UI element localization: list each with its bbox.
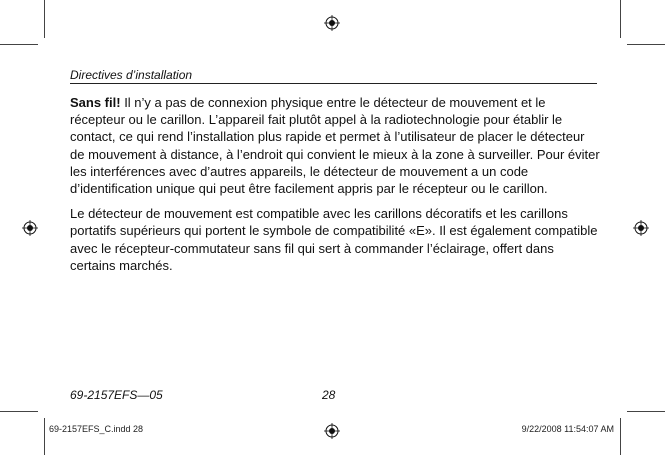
registration-mark-icon (633, 220, 649, 236)
crop-mark (44, 418, 45, 455)
body-text (70, 94, 600, 282)
paragraph-lead: Sans fil! (70, 95, 121, 110)
crop-mark (0, 411, 38, 412)
running-header: Directives d’installation (70, 68, 193, 82)
crop-mark (627, 411, 665, 412)
slug-file-name: 69-2157EFS_C.indd 28 (49, 424, 144, 434)
header-rule (70, 83, 597, 84)
registration-mark-icon (22, 220, 38, 236)
crop-mark (620, 0, 621, 38)
crop-mark (44, 0, 45, 38)
crop-mark (620, 418, 621, 455)
registration-mark-icon (324, 15, 340, 31)
registration-mark-icon (324, 423, 340, 439)
crop-mark (0, 44, 38, 45)
slug-datetime: 9/22/2008 11:54:07 AM (521, 424, 614, 434)
page-number: 28 (322, 388, 336, 402)
paragraph-compatibility: Le détecteur de mouvement est compatible avec les carillons décoratifs et les carillons portatifs supérieurs qui portent le symbole de compatibilité «E». Il est également compatible avec le récepteur-commutateur sans fil qui sert à commander l’éclairage, offert dans certains marchés. (70, 206, 598, 273)
paragraph-wireless (70, 94, 600, 197)
paragraph-text: Il n’y a pas de connexion physique entre le détecteur de mouvement et le récepteur ou le carillon. L’appareil fait plutôt appel à la radiotechnologie pour établir le contact, ce qui rend l’installation plus rapide et permet à l’utilisateur de placer le détecteur de mouvement à distance, à l’endroit qui convient le mieux à la zone à surveiller. Pour éviter les interférences avec d’autres appareils, le détecteur de mouvement a un code d’identification unique qui peut être facilement appris par le récepteur ou le carillon. (70, 95, 600, 197)
document-number: 69-2157EFS—05 (70, 388, 163, 402)
crop-mark (627, 44, 665, 45)
